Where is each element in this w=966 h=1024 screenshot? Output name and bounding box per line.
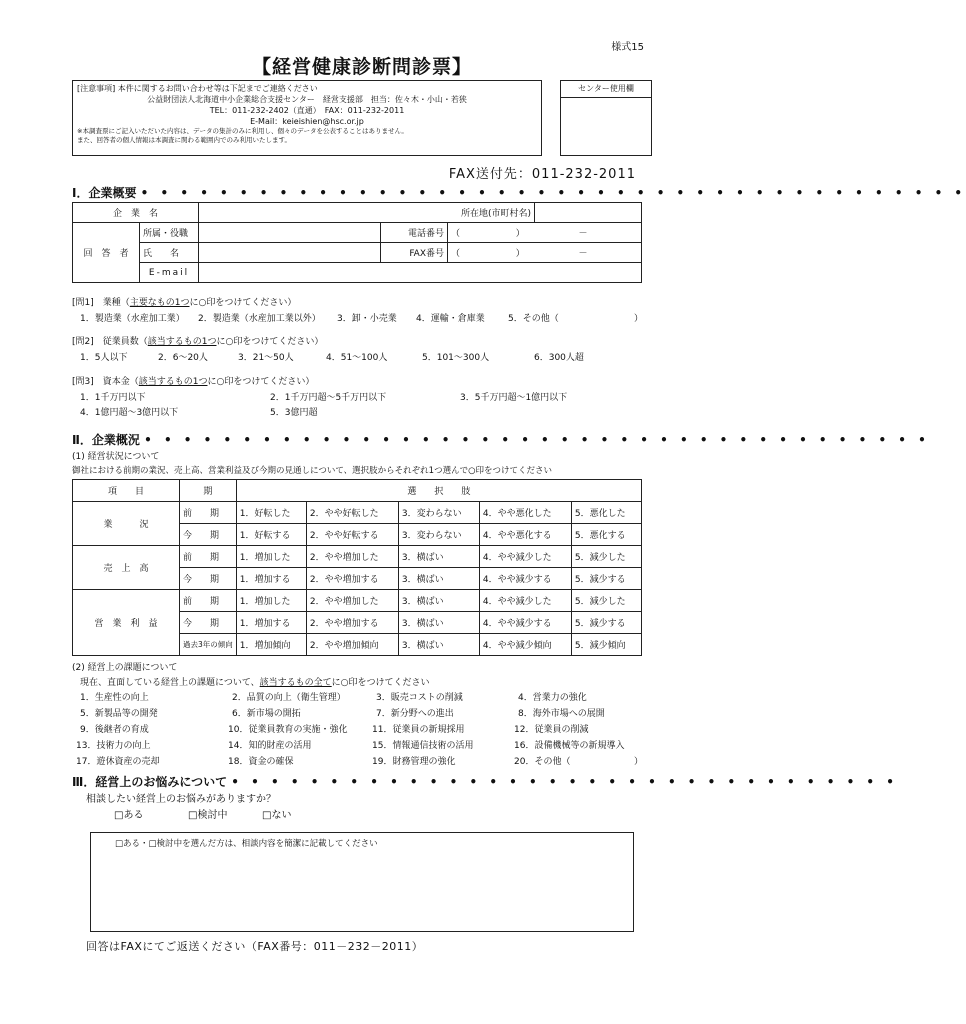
q1-prefix: [問1] 業種（ [72,298,130,308]
period-cell: 過去3年の傾向 [180,634,237,656]
choice-cell[interactable]: 3．横ばい [398,568,479,590]
choice-cell[interactable]: 3．横ばい [398,546,479,568]
issue-option[interactable]: 1．生産性の向上 [80,693,149,703]
form-number: 様式15 [611,42,644,53]
issue-option[interactable]: 13．技術力の向上 [76,741,151,751]
issue-option[interactable]: 11．従業員の新規採用 [372,725,465,735]
q1-option[interactable]: 3．卸・小売業 [337,314,397,324]
email-label: E-mail [140,263,199,283]
issue-option[interactable]: 17．遊休資産の売却 [76,757,160,767]
issue-option[interactable]: 5．新製品等の開発 [80,709,158,719]
q2-label [72,334,323,347]
choice-cell[interactable]: 5．減少傾向 [571,634,641,656]
choice-cell[interactable]: 3．横ばい [398,634,479,656]
q3-option[interactable]: 1．1千万円以下 [80,393,146,403]
notice-line: TEL：011-232-2402（直通） FAX：011-232-2011 [209,106,405,115]
dash: － [578,249,588,259]
phone-label: 電話番号 [381,223,448,243]
section2-title: Ⅱ．企業概況 [72,433,140,447]
q1-option[interactable]: 1．製造業（水産加工業） [80,314,185,324]
q1-rest: に○印をつけてください） [189,298,297,308]
choice-cell[interactable]: 2．やや増加傾向 [306,634,398,656]
issue-option[interactable]: 15．情報通信技術の活用 [372,741,474,751]
q2-option[interactable]: 1．5人以下 [80,353,128,363]
period-cell: 前 期 [180,590,237,612]
section2-dots: • • • • • • • • • • • • • • • • • • • • • • • • • • • • • • • • • • • • • • • • [144,433,930,447]
choice-cell[interactable]: 3．横ばい [398,590,479,612]
q3-prefix: [問3] 資本金（ [72,377,139,387]
fax-label: FAX番号 [381,243,448,263]
choice-yes[interactable]: □ある [114,810,144,821]
issue-option[interactable]: 12．従業員の削減 [514,725,589,735]
issue-option[interactable]: 6．新市場の開拓 [232,709,301,719]
fax-field[interactable] [448,243,642,263]
choice-cell[interactable]: 1．増加した [236,590,306,612]
choice-cell[interactable]: 5．減少する [571,612,641,634]
status-table [72,479,642,656]
status-instruction: 御社における前期の業況、売上高、営業利益及び今期の見通しについて、選択肢からそれぞれ1つ選んで○印をつけてください [72,466,552,476]
center-use-box [560,80,652,156]
paren-open: （ [451,249,461,259]
choice-cell[interactable]: 3．変わらない [398,524,479,546]
section3-title: Ⅲ．経営上のお悩みについて [72,775,228,789]
paren-open: （ [451,229,461,239]
respondent-label: 回 答 者 [73,223,140,283]
section1-dots: • • • • • • • • • • • • • • • • • • • • • • • • • • • • • • • • • • • • • • • • • • [140,186,966,200]
choice-cell[interactable]: 2．やや増加した [306,546,398,568]
period-cell: 今 期 [180,612,237,634]
q2-rest: に○印をつけてください） [216,337,324,347]
period-cell: 今 期 [180,524,237,546]
q2-option[interactable]: 3．21～50人 [238,353,294,363]
fax-destination: FAX送付先：011-232-2011 [448,167,636,182]
section3-heading [72,773,898,790]
section1-heading [72,184,966,201]
choices-header: 選 択 肢 [236,480,641,502]
choice-cell[interactable]: 4．やや悪化する [479,524,571,546]
q1-option[interactable]: 4．運輸・倉庫業 [416,314,485,324]
group-sales: 売 上 高 [73,546,180,590]
q1-option-close: ） [634,314,644,324]
issues-instr-a: 現在、直面している経営上の課題について、 [80,678,260,688]
consultation-textarea[interactable] [90,832,634,932]
issue-option[interactable]: 3．販売コストの削減 [376,693,463,703]
issue-option[interactable]: 10．従業員教育の実施・強化 [228,725,348,735]
period-cell: 前 期 [180,502,237,524]
period-cell: 今 期 [180,568,237,590]
choice-cell[interactable]: 1．増加傾向 [236,634,306,656]
issue-option[interactable]: 7．新分野への進出 [376,709,454,719]
issue-option[interactable]: 16．設備機械等の新規導入 [514,741,625,751]
status-subtitle: (1) 経営状況について [72,452,160,462]
location-field[interactable] [535,203,642,223]
q1-underline: 主要なもの1つ [129,298,190,308]
choice-cell[interactable]: 4．やや減少した [479,590,571,612]
consultation-instruction: □ある・□検討中を選んだ方は、相談内容を簡潔に記載してください [115,839,378,849]
paren-close: ） [515,249,525,259]
choice-cell[interactable]: 2．やや好転する [306,524,398,546]
section2-heading [72,431,930,448]
choice-cell[interactable]: 5．悪化する [571,524,641,546]
q3-label [72,374,314,387]
choice-cell[interactable]: 5．悪化した [571,502,641,524]
issue-option-close: ） [634,757,644,767]
q3-option[interactable]: 3．5千万円超～1億円以下 [460,393,568,403]
choice-cell[interactable]: 5．減少した [571,590,641,612]
choice-cell[interactable]: 1．好転する [236,524,306,546]
choice-cell[interactable]: 5．減少する [571,568,641,590]
name-field[interactable] [199,243,381,263]
page-title: 【経営健康診断問診票】 [251,56,472,78]
section3-question: 相談したい経営上のお悩みがありますか？ [86,794,276,805]
notice-line: 公益財団法人北海道中小企業総合支援センター 経営支援部 担当：佐々木・小山・若狭 [147,95,467,104]
choice-cell[interactable]: 2．やや増加する [306,612,398,634]
issue-option[interactable]: 14．知的財産の活用 [228,741,312,751]
notice-box [72,80,542,156]
choice-cell[interactable]: 2．やや増加した [306,590,398,612]
item-header: 項 目 [73,480,180,502]
choice-cell[interactable]: 3．変わらない [398,502,479,524]
notice-line: [注意事項] 本件に関するお問い合わせ等は下記までご連絡ください [77,84,318,93]
choice-cell[interactable]: 4．やや減少傾向 [479,634,571,656]
notice-line: また、回答者の個人情報は本調査に関わる範囲内でのみ利用いたします。 [77,136,291,144]
choice-cell[interactable]: 1．好転した [236,502,306,524]
company-table [72,202,642,283]
paren-close: ） [515,229,525,239]
email-field[interactable] [199,263,642,283]
issue-option[interactable]: 18．資金の確保 [228,757,294,767]
choice-cell[interactable]: 1．増加した [236,546,306,568]
company-name-label: 企 業 名 [73,203,199,223]
choice-cell[interactable]: 1．増加する [236,612,306,634]
q3-option[interactable]: 5．3億円超 [270,408,318,418]
group-business: 業 況 [73,502,180,546]
q3-underline: 該当するもの1つ [138,377,208,387]
section1-title: Ⅰ．企業概要 [72,186,137,200]
dept-title-label: 所属・役職 [140,223,199,243]
footer-note: 回答はFAXにてご返送ください（FAX番号：011－232－2011） [86,940,424,953]
issues-instr-b: に○印をつけてください [331,678,430,688]
notice-line: E-Mail：keieishien@hsc.or.jp [250,117,364,126]
choice-cell[interactable]: 4．やや減少する [479,612,571,634]
dept-title-field[interactable] [199,223,381,243]
issue-option[interactable]: 9．後継者の育成 [80,725,149,735]
choice-considering[interactable]: □検討中 [188,810,228,821]
q2-option[interactable]: 2．6～20人 [158,353,208,363]
issue-option[interactable]: 2．品質の向上（衛生管理） [232,693,346,703]
issue-option[interactable]: 19．財務管理の強化 [372,757,456,767]
issue-option[interactable]: 4．営業力の強化 [518,693,587,703]
choice-cell[interactable]: 4．やや減少した [479,546,571,568]
issues-subtitle: (2) 経営上の課題について [72,663,178,673]
section3-dots: • • • • • • • • • • • • • • • • • • • • • • • • • • • • • • • • • • [231,775,898,789]
center-use-label: センター使用欄 [561,81,651,98]
phone-field[interactable] [448,223,642,243]
choice-cell[interactable]: 3．横ばい [398,612,479,634]
choice-cell[interactable]: 4．やや悪化した [479,502,571,524]
q2-underline: 該当するもの1つ [147,337,217,347]
choice-cell[interactable]: 4．やや減少する [479,568,571,590]
issues-instr-u: 該当するもの全て [259,678,332,688]
q2-option[interactable]: 6．300人超 [534,353,584,363]
period-header: 期 [180,480,237,502]
q1-label [72,295,296,308]
q1-option[interactable]: 2．製造業（水産加工業以外） [198,314,321,324]
period-cell: 前 期 [180,546,237,568]
location-label: 所在地(市町村名) [448,203,535,223]
q2-option[interactable]: 4．51～100人 [326,353,388,363]
choice-cell[interactable]: 2．やや好転した [306,502,398,524]
choice-cell[interactable]: 5．減少した [571,546,641,568]
issues-instruction [80,675,430,688]
company-name-field[interactable] [199,203,448,223]
group-operating-profit: 営 業 利 益 [73,590,180,656]
q3-option[interactable]: 2．1千万円超～5千万円以下 [270,393,387,403]
choice-cell[interactable]: 1．増加する [236,568,306,590]
choice-no[interactable]: □ない [262,810,292,821]
q2-prefix: [問2] 従業員数（ [72,337,148,347]
name-label: 氏 名 [140,243,199,263]
q1-option[interactable]: 5．その他（ [508,314,559,324]
notice-line: ※本調査票にご記入いただいた内容は、データの集計のみに利用し、個々のデータを公表することはありません。 [77,127,408,135]
q2-option[interactable]: 5．101～300人 [422,353,490,363]
dash: － [578,229,588,239]
q3-rest: に○印をつけてください） [207,377,315,387]
issue-option[interactable]: 8．海外市場への展開 [518,709,605,719]
q3-option[interactable]: 4．1億円超～3億円以下 [80,408,179,418]
issue-option[interactable]: 20．その他（ [514,757,571,767]
choice-cell[interactable]: 2．やや増加する [306,568,398,590]
